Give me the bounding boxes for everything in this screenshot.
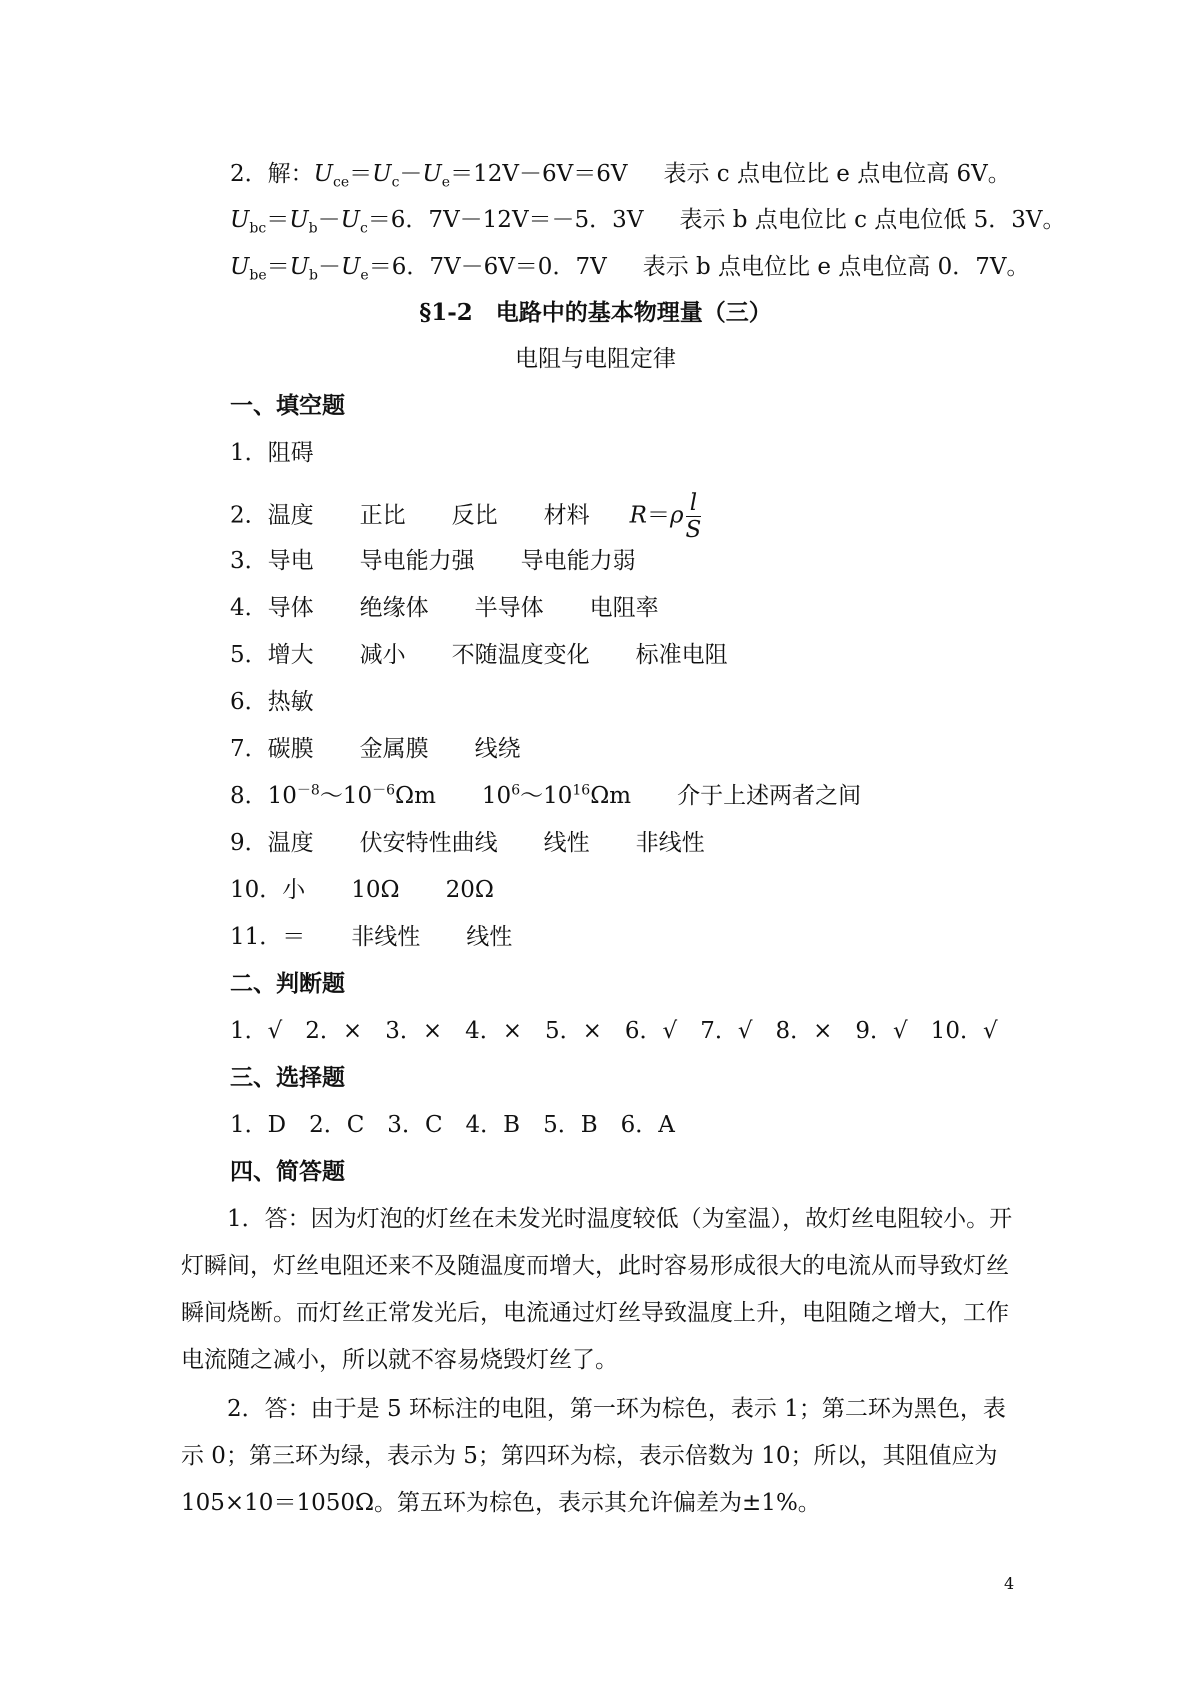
fill-item: 7．碳膜 金属膜 线绕: [230, 736, 521, 762]
fill-item: 11．＝ 非线性 线性: [230, 924, 513, 950]
short-answer-1: 1．答：因为灯泡的灯丝在未发光时温度较低（为室温），故灯丝电阻较小。开灯瞬间，灯丝电阻还来不及随温度而增大，此时容易形成很大的电流从而导致灯丝瞬间烧断。而灯丝正常发光后，电流通过灯丝导致温度上升，电阻随之增大，工作电流随之减小，所以就不容易烧毁灯丝了。: [181, 1206, 1013, 1373]
section-title: §1-2 电路中的基本物理量（三）: [419, 299, 772, 326]
intro-line-1: 2．解：$U_{ce}=U_c-U_e=12V-6V=6V$ 表示 c 点电位比 e 点电位高 6V。: [230, 161, 1011, 191]
fill-item: 9．温度 伏安特性曲线 线性 非线性: [230, 830, 705, 856]
section-subtitle: 电阻与电阻定律: [515, 346, 676, 372]
heading-fill: 一、填空题: [230, 392, 345, 419]
formula-fraction: $\frac{l}{S}$: [685, 490, 702, 543]
intro-desc: 表示 b 点电位比 e 点电位高 0．7V。: [642, 254, 1030, 280]
intro-line-2: $U_{bc}=U_b-U_c=6$．7V－12V＝－5．3V 表示 b 点电位比 c 点电位低 5．3V。: [230, 207, 1066, 237]
fill-item: 1．阻碍: [230, 440, 314, 466]
intro-desc: 表示 c 点电位比 e 点电位高 6V。: [663, 161, 1011, 187]
fill-item: 10．小 10Ω 20Ω: [230, 877, 494, 903]
intro-desc: 表示 b 点电位比 c 点电位低 5．3V。: [679, 207, 1066, 233]
fill-item: 5．增大 减小 不随温度变化 标准电阻: [230, 642, 728, 668]
formula-r: R: [629, 502, 647, 529]
fill-item-2: 2．温度 正比 反比 材料 R＝ρ $\frac{l}{S}$: [230, 490, 702, 543]
fill-item-8: 8．$10^{-8}\sim 10^{-6}\Omega m$ $10^6\sim 10^{16}\Omega m$ 介于上述两者之间: [230, 782, 862, 809]
heading-short: 四、简答题: [230, 1158, 345, 1185]
item-number: 2．解：: [230, 161, 314, 187]
fill-item: 6．热敏: [230, 689, 314, 715]
heading-choice: 三、选择题: [230, 1064, 345, 1091]
choice-answers: 1．D 2．C 3．C 4．B 5．B 6．A: [230, 1112, 675, 1138]
fill-item: 3．导电 导电能力强 导电能力弱: [230, 548, 636, 574]
fill-item: 4．导体 绝缘体 半导体 电阻率: [230, 595, 659, 621]
intro-line-3: $U_{be}=U_b-U_e=6$．7V－6V＝0．7V 表示 b 点电位比 e 点电位高 0．7V。: [230, 254, 1030, 284]
short-answer-2: 2．答：由于是 5 环标注的电阻，第一环为棕色，表示 1；第二环为黑色，表示 0；第三环为绿，表示为 5；第四环为棕，表示倍数为 10；所以，其阻值应为 105×10＝1050Ω。第五环为棕色，表示其允许偏差为±1%。: [181, 1396, 1006, 1516]
judge-answers: 1．√ 2．× 3．× 4．× 5．× 6．√ 7．√ 8．× 9．√ 10．√: [230, 1018, 998, 1044]
heading-judge: 二、判断题: [230, 970, 345, 997]
page-number: 4: [1004, 1574, 1015, 1593]
